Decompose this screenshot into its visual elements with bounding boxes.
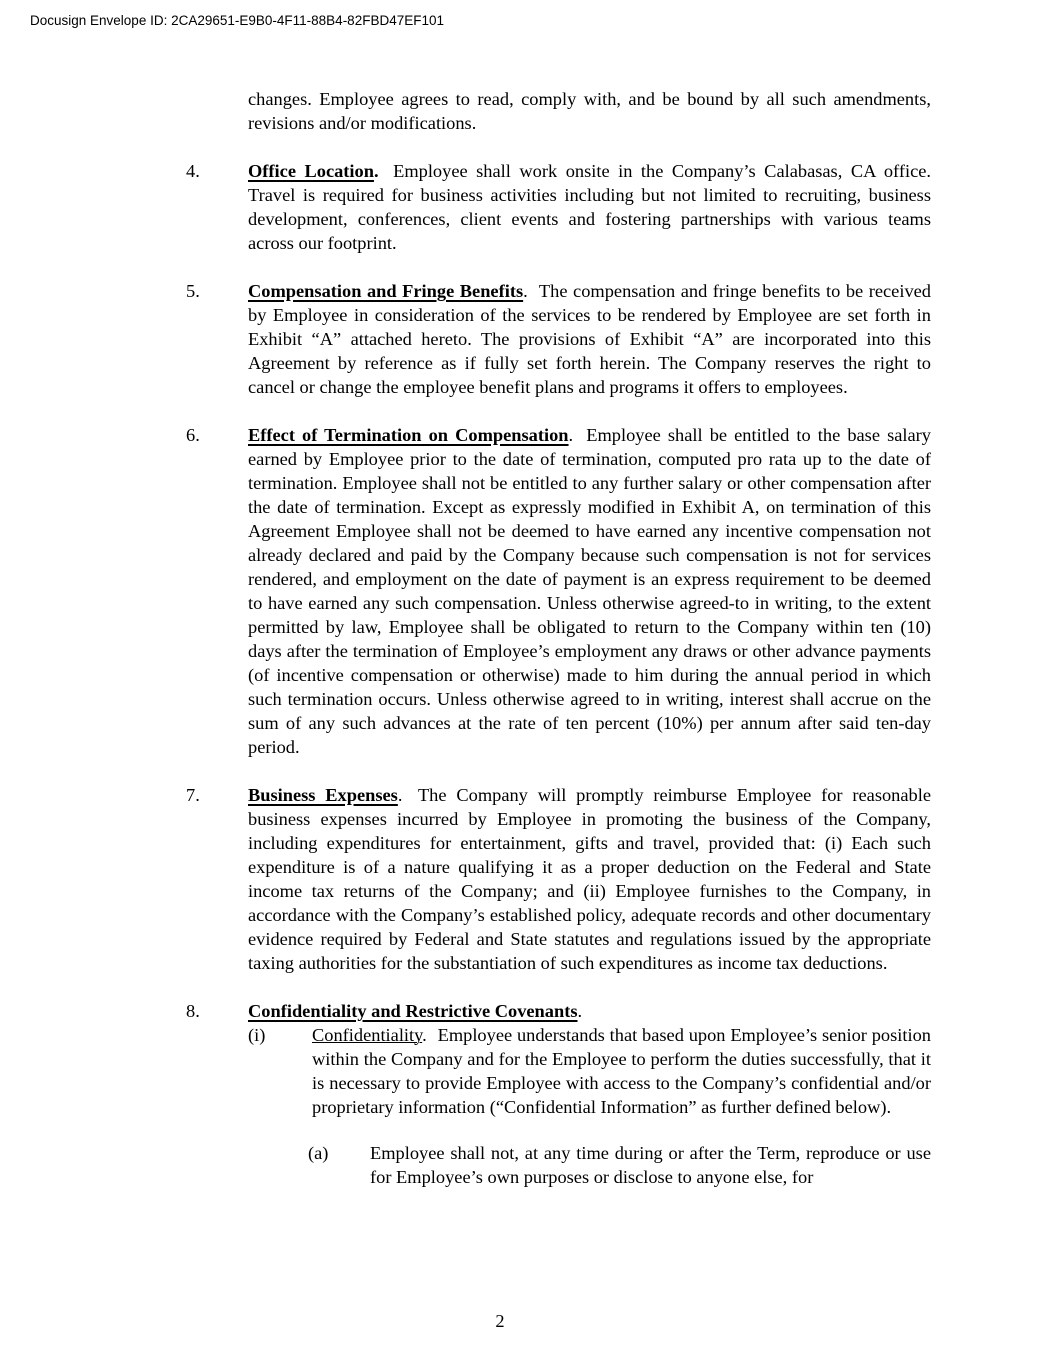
sub-item-marker: (i) xyxy=(248,1025,266,1045)
docusign-envelope-id: Docusign Envelope ID: 2CA29651-E9B0-4F11-88B4-82FBD47EF101 xyxy=(30,13,444,28)
sub-item-body: Employee understands that based upon Employee’s senior position within the Company and for the Employee to perform the duties successfully, that it is necessary to provide Employee with access to the Company’s confidential and/or proprietary information (“Confidential Information” as further defined below). xyxy=(312,1025,931,1117)
item-number: 6. xyxy=(186,425,200,445)
item-body: The Company will promptly reimburse Employee for reasonable business expenses incurred by Employee in promoting the business of the Company, including expenditures for entertainment, gifts and travel, provided that: (i) Each such expenditure is of a nature qualifying it as a proper deduction on the Federal and State income tax returns of the Company; and (ii) Employee furnishes to the Company, in accordance with the Company’s established policy, adequate records and other documentary evidence required by Federal and State statutes and regulations issued by the appropriate taxing authorities for the substantiation of such expenditures as income tax deductions. xyxy=(248,785,932,973)
item-title-period: . xyxy=(397,785,403,805)
sub-item-title: Confidentiality xyxy=(312,1025,423,1045)
item-title: Confidentiality and Restrictive Covenants xyxy=(248,1001,578,1021)
document-body xyxy=(186,87,931,1189)
list-item-effect-of-termination xyxy=(186,423,931,759)
item-body: Employee shall be entitled to the base salary earned by Employee prior to the date of termination, computed pro rata up to the date of termination. Employee shall not be entitled to any further salary or other compensation after the date of termination. Except as expressly modified in Exhibit A, on termination of this Agreement Employee shall not be deemed to have earned any incentive compensation not already declared and paid by the Company because such compensation is not for services rendered, and employment on the date of payment is an express requirement to be deemed to have earned any such compensation. Unless otherwise agreed-to in writing, to the extent permitted by law, Employee shall be obligated to return to the Company within ten (10) days after the termination of Employee’s employment any draws or other advance payments (of incentive compensation or otherwise) made to him during the annual period in which such termination occurs. Unless otherwise agreed to in writing, interest shall accrue on the sum of any such advances at the rate of ten percent (10%) per annum after said ten-day period. xyxy=(248,425,931,757)
item-number: 7. xyxy=(186,785,200,805)
item-number: 5. xyxy=(186,281,200,301)
item-heading-line xyxy=(248,999,931,1023)
item-number: 8. xyxy=(186,1001,200,1021)
sub-item-confidentiality xyxy=(248,1023,931,1119)
item-body: Employee shall work onsite in the Company’s Calabasas, CA office. Travel is required for business activities including but not limited to recruiting, business development, conferences, client events and fostering partnerships with various teams across our footprint. xyxy=(248,161,931,253)
sub-sub-item-body: Employee shall not, at any time during or after the Term, reproduce or use for Employee’s own purposes or disclose to anyone else, for xyxy=(370,1143,931,1187)
list-item-confidentiality-covenants xyxy=(186,999,931,1189)
item-title-period: . xyxy=(577,1001,583,1021)
item-title: Compensation and Fringe Benefits xyxy=(248,281,524,301)
list-item-compensation-fringe-benefits xyxy=(186,279,931,399)
item-number: 4. xyxy=(186,161,200,181)
item-title: Office Location xyxy=(248,161,374,181)
continuation-paragraph: changes. Employee agrees to read, comply with, and be bound by all such amendments, revisions and/or modifications. xyxy=(248,89,931,133)
list-item-business-expenses xyxy=(186,783,931,975)
item-title-period: . xyxy=(523,281,528,301)
item-body: The compensation and fringe benefits to be received by Employee in consideration of the services to be rendered by Employee are set forth in Exhibit “A” attached hereto. The provisions of Exhibit “A” are incorporated into this Agreement by reference as if fully set forth herein. The Company reserves the right to cancel or change the employee benefit plans and programs it offers to employees. xyxy=(248,281,932,397)
item-title: Effect of Termination on Compensation xyxy=(248,425,569,445)
sub-sub-item-a xyxy=(248,1141,931,1189)
page-number: 2 xyxy=(495,1311,505,1331)
sub-sub-item-marker: (a) xyxy=(308,1143,329,1163)
sub-item-title-period: . xyxy=(422,1025,427,1045)
item-title: Business Expenses xyxy=(248,785,398,805)
list-item-office-location xyxy=(186,159,931,255)
item-title-period: . xyxy=(568,425,574,445)
item-title-period: . xyxy=(373,161,379,181)
